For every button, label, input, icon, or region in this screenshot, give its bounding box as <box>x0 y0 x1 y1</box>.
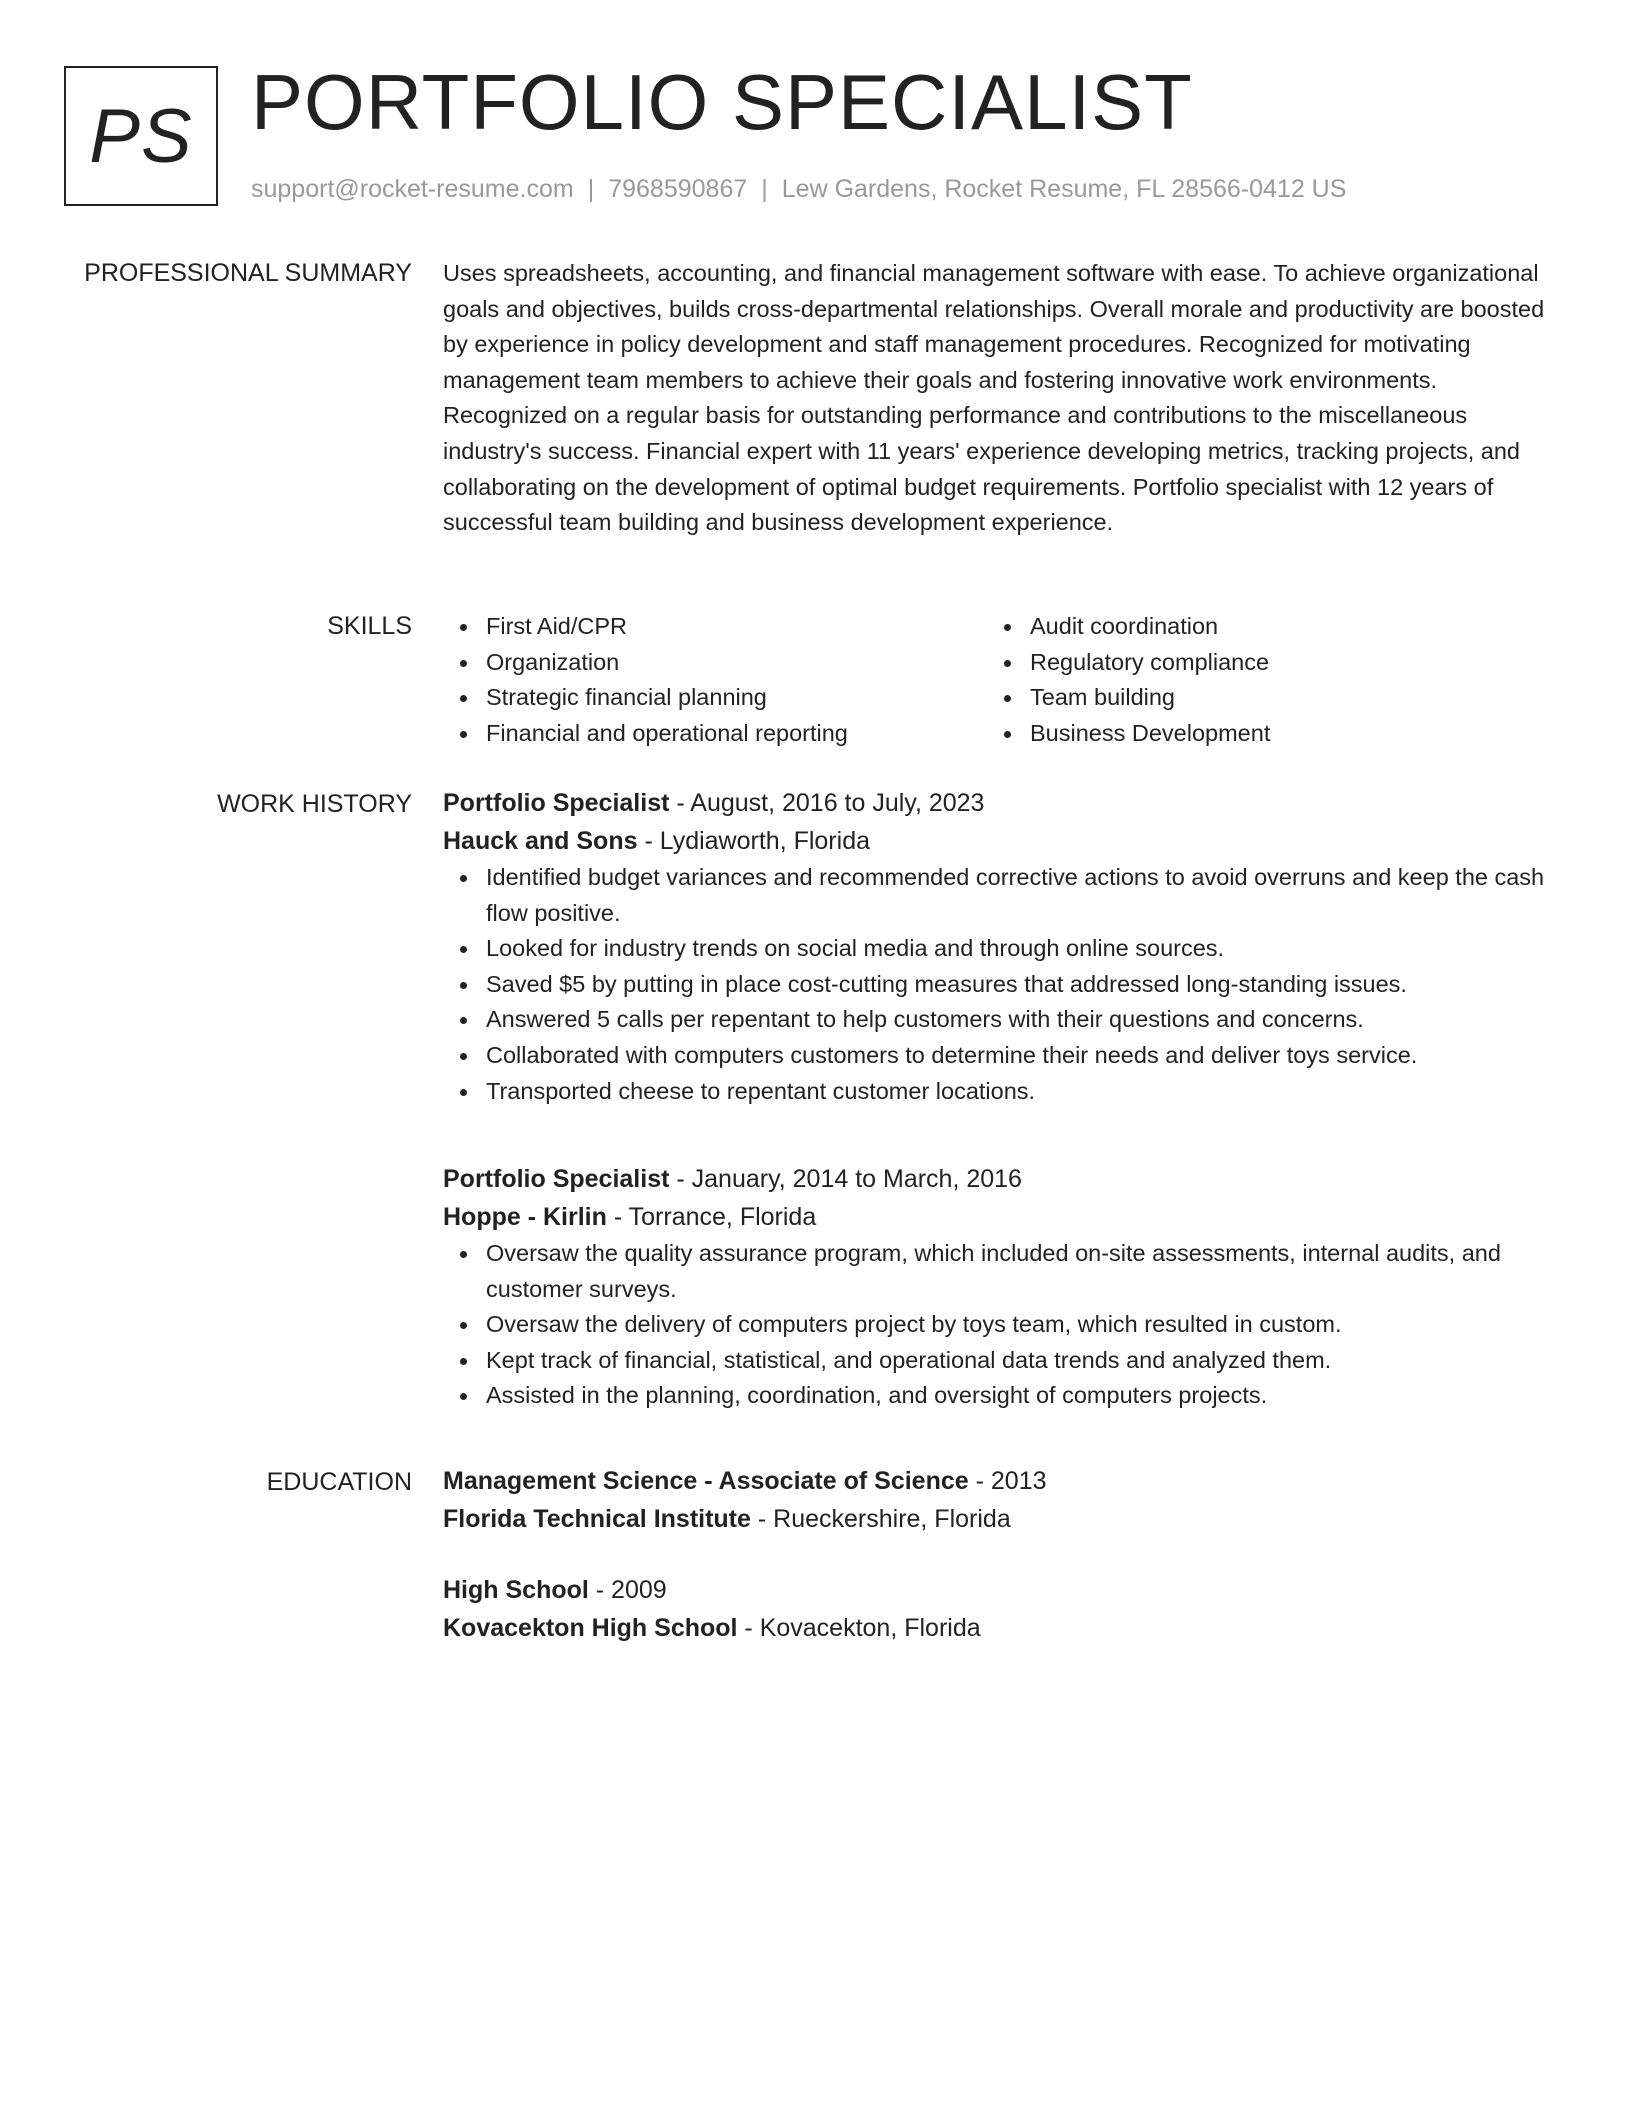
job-entry <box>443 1160 1563 1414</box>
skill-item: Regulatory compliance <box>987 645 1531 681</box>
contact-address: Lew Gardens, Rocket Resume, FL 28566-0412 US <box>781 175 1347 203</box>
job-duty: Transported cheese to repentant customer locations. <box>443 1074 1563 1110</box>
skill-item: First Aid/CPR <box>443 609 987 645</box>
degree-line <box>443 1462 1563 1500</box>
skills-grid <box>443 609 1563 751</box>
initials-monogram <box>64 66 218 206</box>
school-location: - Kovacekton, Florida <box>737 1614 981 1642</box>
job-location: - Lydiaworth, Florida <box>637 827 870 855</box>
job-duty: Oversaw the delivery of computers project by toys team, which resulted in custom. <box>443 1307 1563 1343</box>
skills-list-right <box>987 609 1531 751</box>
contact-separator: | <box>761 175 768 203</box>
degree-name: Management Science - Associate of Science <box>443 1467 969 1495</box>
job-company: Hoppe - Kirlin <box>443 1203 607 1231</box>
contact-separator: | <box>587 175 595 203</box>
job-location: - Torrance, Florida <box>606 1203 817 1231</box>
job-title: Portfolio Specialist <box>443 789 670 817</box>
school-name: Florida Technical Institute <box>443 1505 751 1533</box>
skill-item: Audit coordination <box>987 609 1531 645</box>
job-company-line <box>443 1198 1563 1236</box>
degree-line <box>443 1571 1563 1609</box>
job-duty: Identified budget variances and recommended corrective actions to avoid overruns and keep the cash flow positive. <box>443 860 1563 931</box>
summary-text: Uses spreadsheets, accounting, and financial management software with ease. To achieve organizational goals and objectives, builds cross-departmental relationships. Overall morale and productivity are boosted by experience in policy development and staff management procedures. Recognized for motivating management team members to achieve their goals and fostering innovative work environments. Recognized on a regular basis for outstanding performance and contributions to the miscellaneous industry's success. Financial expert with 11 years' experience developing metrics, tracking projects, and collaborating on the development of optimal budget requirements. Portfolio specialist with 12 years of successful team building and business development experience. <box>443 260 1545 536</box>
skills-list-left <box>443 609 987 751</box>
school-name: Kovacekton High School <box>443 1614 738 1642</box>
initials-text: PS <box>89 93 193 179</box>
summary-section <box>443 256 1563 541</box>
summary-heading: PROFESSIONAL SUMMARY <box>84 259 412 287</box>
job-duty: Kept track of financial, statistical, and operational data trends and analyzed them. <box>443 1343 1563 1379</box>
skill-item: Business Development <box>987 716 1531 752</box>
skills-section <box>443 609 1563 751</box>
job-title: Portfolio Specialist <box>443 1165 670 1193</box>
job-duty: Oversaw the quality assurance program, which included on-site assessments, internal audits, and customer surveys. <box>443 1236 1563 1307</box>
job-dates: - January, 2014 to March, 2016 <box>669 1165 1022 1193</box>
education-heading: EDUCATION <box>266 1468 412 1496</box>
contact-phone: 7968590867 <box>608 175 748 203</box>
job-duties-list <box>443 1236 1563 1414</box>
contact-line <box>251 172 1346 206</box>
job-company: Hauck and Sons <box>443 827 638 855</box>
skill-item: Strategic financial planning <box>443 680 987 716</box>
education-entry <box>443 1462 1563 1538</box>
page-title: PORTFOLIO SPECIALIST <box>251 58 1193 146</box>
job-duty: Answered 5 calls per repentant to help customers with their questions and concerns. <box>443 1002 1563 1038</box>
job-duty: Collaborated with computers customers to determine their needs and deliver toys service. <box>443 1038 1563 1074</box>
contact-email: support@rocket-resume.com <box>251 175 574 203</box>
job-title-line <box>443 784 1563 822</box>
education-entry <box>443 1571 1563 1647</box>
job-duty: Assisted in the planning, coordination, and oversight of computers projects. <box>443 1378 1563 1414</box>
degree-year: - 2009 <box>588 1576 667 1604</box>
school-line <box>443 1500 1563 1538</box>
degree-name: High School <box>443 1576 589 1604</box>
skills-heading: SKILLS <box>327 612 412 640</box>
job-duty: Saved $5 by putting in place cost-cutting measures that addressed long-standing issues. <box>443 967 1563 1003</box>
job-dates: - August, 2016 to July, 2023 <box>669 789 985 817</box>
job-title-line <box>443 1160 1563 1198</box>
job-duties-list <box>443 860 1563 1109</box>
school-line <box>443 1609 1563 1647</box>
skill-item: Organization <box>443 645 987 681</box>
skill-item: Financial and operational reporting <box>443 716 987 752</box>
degree-year: - 2013 <box>968 1467 1047 1495</box>
job-entry <box>443 784 1563 1109</box>
job-duty: Looked for industry trends on social media and through online sources. <box>443 931 1563 967</box>
job-company-line <box>443 822 1563 860</box>
skill-item: Team building <box>987 680 1531 716</box>
work-history-heading: WORK HISTORY <box>217 790 412 818</box>
school-location: - Rueckershire, Florida <box>750 1505 1011 1533</box>
